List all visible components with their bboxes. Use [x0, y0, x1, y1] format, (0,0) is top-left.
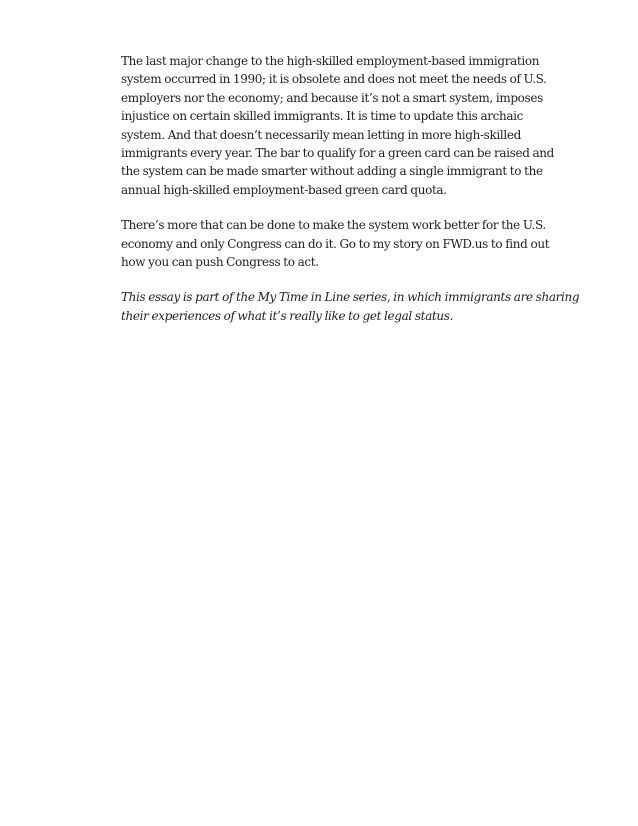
text-line: This essay is part of the My Time in Line series, in which immigrants are sharing	[121, 290, 580, 305]
text-line: the system can be made smarter without adding a single immigrant to the	[121, 164, 543, 179]
text-line: annual high-skilled employment-based green card quota.	[121, 182, 447, 197]
article-body	[121, 52, 580, 342]
text-line: employers nor the economy; and because it’s not a smart system, imposes	[121, 90, 543, 105]
text-line: how you can push Congress to act.	[121, 255, 319, 270]
paragraph-immigration-system	[121, 52, 555, 199]
text-line: The last major change to the high-skilled employment-based immigration	[121, 54, 540, 68]
text-line: system occurred in 1990; it is obsolete and does not meet the needs of U.S.	[121, 72, 547, 87]
text-line: immigrants every year. The bar to qualify for a green card can be raised and	[121, 146, 555, 161]
paragraph-congress-action	[121, 216, 550, 271]
paragraph-series-note	[121, 288, 580, 325]
text-line: injustice on certain skilled immigrants. It is time to update this archaic	[121, 109, 524, 124]
text-line: system. And that doesn’t necessarily mean letting in more high-skilled	[121, 127, 521, 142]
text-line: economy and only Congress can do it. Go to my story on FWD.us to find out	[121, 236, 550, 251]
text-line: There’s more that can be done to make the system work better for the U.S.	[121, 218, 546, 233]
text-line: their experiences of what it’s really like to get legal status.	[121, 308, 454, 323]
